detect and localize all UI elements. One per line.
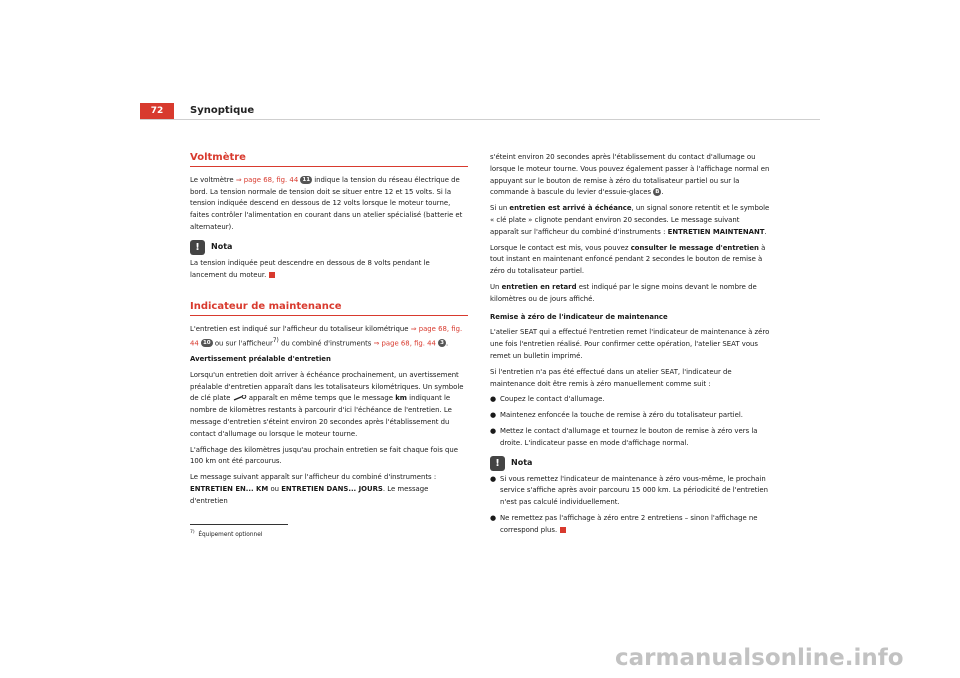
header-rule <box>140 119 820 120</box>
note-header <box>190 240 468 255</box>
callout-badge: B <box>655 189 660 196</box>
callout-badge: 11 <box>302 176 311 183</box>
text: Lorsque le contact est mis, vous pouvez <box>490 243 631 252</box>
note-icon: ! <box>190 240 205 255</box>
subheading: Avertissement préalable d'entretien <box>190 355 331 364</box>
paragraph <box>190 472 468 507</box>
text: . <box>764 227 767 236</box>
note-item <box>490 513 770 537</box>
text: ou sur l'afficheur <box>212 339 273 348</box>
text: indique la tension du réseau électrique de bord. La tension normale de tension doit se situer entre 12 et 15 volts. Si la tension indiquée descend en dessous de 12 volts lorsque le moteur tourne, faites contrôler l'alimentation en courant dans un atelier spécialisé (batterie et alternateur). <box>190 175 463 231</box>
text: km <box>395 394 407 403</box>
page-reference-link[interactable]: ⇒ page 68, fig. 44 <box>235 175 299 184</box>
watermark: carmanualsonline.info <box>615 645 904 671</box>
step-item: ● Maintenez enfoncée la touche de remise à zéro du totalisateur partiel. <box>490 410 770 422</box>
section-title-voltmetre: Voltmètre <box>190 152 468 167</box>
footnote <box>190 530 262 538</box>
paragraph: L'affichage des kilomètres jusqu'au prochain entretien se fait chaque fois que 100 km ont été parcourus. <box>190 445 458 466</box>
paragraph <box>490 282 770 306</box>
maintenance-intro <box>190 324 468 350</box>
text: s'éteint environ 20 secondes après l'établissement du contact d'allumage ou lorsque le moteur tourne. Vous pouvez également passer à l'affichage normal en appuyant sur le bouton de remise à zéro du totalisateur partiel ou sur la commande à bascule du levier d'essuie-glaces <box>490 153 770 197</box>
footnote-rule <box>190 524 288 525</box>
text: . <box>661 188 664 197</box>
paragraph: Si l'entretien n'a pas été effectué dans un atelier SEAT, l'indicateur de maintenance doit être remis à zéro manuellement comme suit : <box>490 367 732 388</box>
text: Le message suivant apparaît sur l'afficheur du combiné d'instruments : <box>190 473 437 482</box>
footnote-text: Équipement optionnel <box>198 531 263 538</box>
note-item: ● Si vous remettez l'indicateur de maintenance à zéro vous-même, le prochain service s'affiche après avoir parcouru 15 000 km. La périodicité de l'entretien n'est pas calculé individuellement. <box>490 474 770 509</box>
note-label: Nota <box>211 242 233 252</box>
paragraph <box>490 203 770 238</box>
text: Ne remettez pas l'affichage à zéro entre 2 entretiens – sinon l'affichage ne correspond plus. <box>500 513 758 534</box>
step-item: ● Mettez le contact d'allumage et tournez le bouton de remise à zéro vers la droite. L'indicateur passe en mode d'affichage normal. <box>490 426 770 450</box>
right-column <box>490 152 770 541</box>
page-reference-link[interactable]: ⇒ page 68, fig. 44 <box>373 339 436 348</box>
voltmetre-paragraph <box>190 175 468 234</box>
paragraph <box>490 243 770 278</box>
note-text <box>190 258 468 282</box>
text: ENTRETIEN EN... KM <box>190 485 269 494</box>
text: . Le message d'entretien <box>190 485 429 505</box>
text: est indiqué par le signe moins devant le nombre de kilomètres ou de jours affiché. <box>490 282 757 303</box>
footnote-marker: 7) <box>190 530 195 535</box>
text: ENTRETIEN MAINTENANT <box>667 227 765 236</box>
chapter-title: Synoptique <box>190 105 255 116</box>
text: apparaît en même temps que le message <box>246 394 396 403</box>
end-of-section-icon <box>269 272 275 278</box>
wrench-icon <box>233 395 247 401</box>
text: entretien est arrivé à échéance <box>509 204 632 213</box>
text: L'entretien est indiqué sur l'afficheur du totaliseur kilométrique <box>190 325 411 334</box>
text: entretien en retard <box>501 282 577 291</box>
text: Lorsqu'un entretien doit arriver à échéance prochainement, un avertissement préalable d'entretien apparaît dans les totalisateurs kilométriques. Un symbole de clé plate <box>190 370 464 403</box>
page-reference-link[interactable]: ⇒ page 68, fig. 44 <box>190 325 463 348</box>
text: Un <box>490 282 502 291</box>
callout-badge: 10 <box>202 340 211 347</box>
text: indiquant le nombre de kilomètres restants à parcourir d'ici l'échéance de l'entretien. Le message d'entretien s'éteint environ 20 secondes après l'établissement du contact d'allumage ou lorsque le moteur tourne. <box>190 394 452 438</box>
section-title-maintenance: Indicateur de maintenance <box>190 301 468 316</box>
footnote-ref: 7) <box>272 337 279 344</box>
left-column <box>190 152 468 512</box>
text: ou <box>268 485 282 494</box>
text: ENTRETIEN DANS... JOURS <box>281 485 383 494</box>
text: . <box>445 339 449 348</box>
text: Le voltmètre <box>190 175 236 184</box>
note-icon: ! <box>490 456 505 471</box>
paragraph <box>190 370 468 441</box>
paragraph: L'atelier SEAT qui a effectué l'entretien remet l'indicateur de maintenance à zéro une fois l'entretien réalisé. Pour confirmer cette opération, l'atelier SEAT vous remet un bulletin imprimé. <box>490 328 770 360</box>
page-number-badge: 72 <box>140 103 174 119</box>
note-header <box>490 456 770 471</box>
text: La tension indiquée peut descendre en dessous de 8 volts pendant le lancement du moteur. <box>190 258 430 279</box>
end-of-section-icon <box>560 527 566 533</box>
text: du combiné d'instruments <box>278 339 374 348</box>
step-item: ● Coupez le contact d'allumage. <box>490 394 770 406</box>
text: , un signal sonore retentit et le symbole « clé plate » clignote pendant environ 20 secondes. Le message suivant apparaît sur l'afficheur du combiné d'instruments : <box>490 204 770 236</box>
callout-badge: 3 <box>440 340 444 347</box>
text: à tout instant en maintenant enfoncé pendant 2 secondes le bouton de remise à zéro du totalisateur partiel. <box>490 243 766 276</box>
note-label: Nota <box>511 458 533 468</box>
text: Si un <box>490 204 510 213</box>
paragraph <box>490 152 770 199</box>
subheading: Remise à zéro de l'indicateur de maintenance <box>490 312 668 321</box>
text: consulter le message d'entretien <box>630 243 759 252</box>
